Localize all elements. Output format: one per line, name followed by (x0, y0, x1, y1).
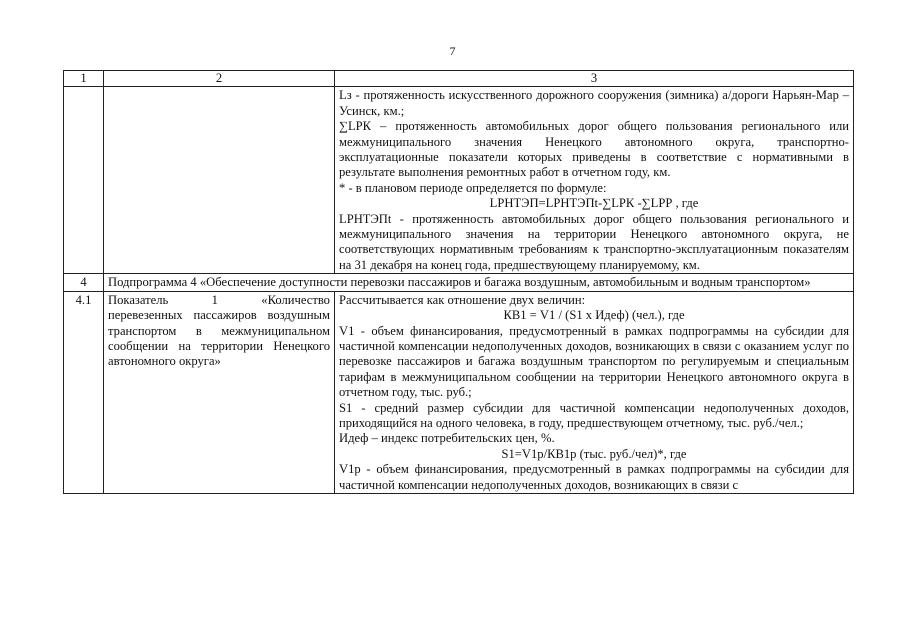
indicator-head: Показатель (108, 292, 169, 307)
document-table (63, 70, 854, 494)
text-l3: Lз - протяженность искусственного дорожного сооружения (зимника) а/дороги Нарьян-Мар – Усинск, км.; (339, 88, 849, 118)
page-number: 7 (449, 44, 456, 58)
formula-s1: S1=V1р/КВ1р (тыс. руб./чел)*, где (501, 446, 687, 461)
header-col-1: 1 (64, 71, 104, 87)
text-v1: V1 - объем финансирования, предусмотренный в рамках подпрограммы на субсидии для частичной компенсации недополученных доходов, возникающих в связи с оказанием услуг по перевозке пассажиров и багажа воздушным транспортом по регулируемым и специальным тарифам в межмуниципальном сообщении на территории Ненецкого автономного округа в отчетном году, тыс. руб.; (339, 323, 849, 400)
cell-row41-num: 4.1 (64, 291, 104, 493)
cell-row4-title: Подпрограмма 4 «Обеспечение доступности перевозки пассажиров и багажа воздушным, автомобильным и водным транспортом» (104, 274, 854, 291)
text-s1: S1 - средний размер субсидии для частичной компенсации недополученных доходов, приходящийся на одного человека, в году, предшествующем отчетному, тыс. руб./чел.; (339, 400, 849, 430)
table-header-row (64, 71, 854, 87)
header-col-2: 2 (104, 71, 335, 87)
indicator-quote: «Количество (261, 292, 330, 307)
text-idef: Идеф – индекс потребительских цен, %. (339, 431, 555, 446)
cell-row41-indicator (104, 291, 335, 493)
text-lrntep-t: LРНТЭПt - протяженность автомобильных дорог общего пользования регионального и межмуниципального значения на территории Ненецкого автономного округа, не соответствующих нормативным требованиям к транспортно-эксплуатационным показателям на 31 декабря на конец года, предшествующему планируемому, км. (339, 211, 849, 272)
table-row-continuation (64, 87, 854, 274)
table-row-subprogram-4 (64, 274, 854, 291)
cell-empty-num (64, 87, 104, 274)
calc-intro: Рассчитывается как отношение двух величин: (339, 292, 586, 307)
calc-formula-kv1: КВ1 = V1 / (S1 х Идеф) (чел.), где (503, 308, 685, 323)
table-row-indicator-4-1 (64, 291, 854, 493)
header-col-3: 3 (335, 71, 854, 87)
indicator-first-line (108, 293, 330, 308)
indicator-number: 1 (211, 292, 218, 307)
cell-empty-indicator (104, 87, 335, 274)
cell-row4-num: 4 (64, 274, 104, 291)
indicator-name: перевезенных пассажиров воздушным транспортом в межмуниципальном сообщении на территории Ненецкого автономного округа» (108, 308, 330, 369)
text-sum-lrk: ∑LРК – протяженность автомобильных дорог общего пользования регионального или межмуниципального значения Ненецкого автономного округа, транспортно-эксплуатационные показатели которых приведены в соответствие с нормативными в результате выполнения ремонтных работ в отчетном году, км. (339, 119, 849, 180)
formula-lrntep: LРНТЭП=LРНТЭПt-∑LРК -∑LРР , где (489, 196, 699, 211)
text-v1p: V1р - объем финансирования, предусмотренный в рамках подпрограммы на субсидии для частичной компенсации недополученных доходов, возникающих в связи с (339, 462, 849, 492)
cell-calc-continuation (335, 87, 854, 274)
cell-row41-calculation (335, 291, 854, 493)
text-note: * - в плановом периоде определяется по формуле: (339, 180, 607, 195)
